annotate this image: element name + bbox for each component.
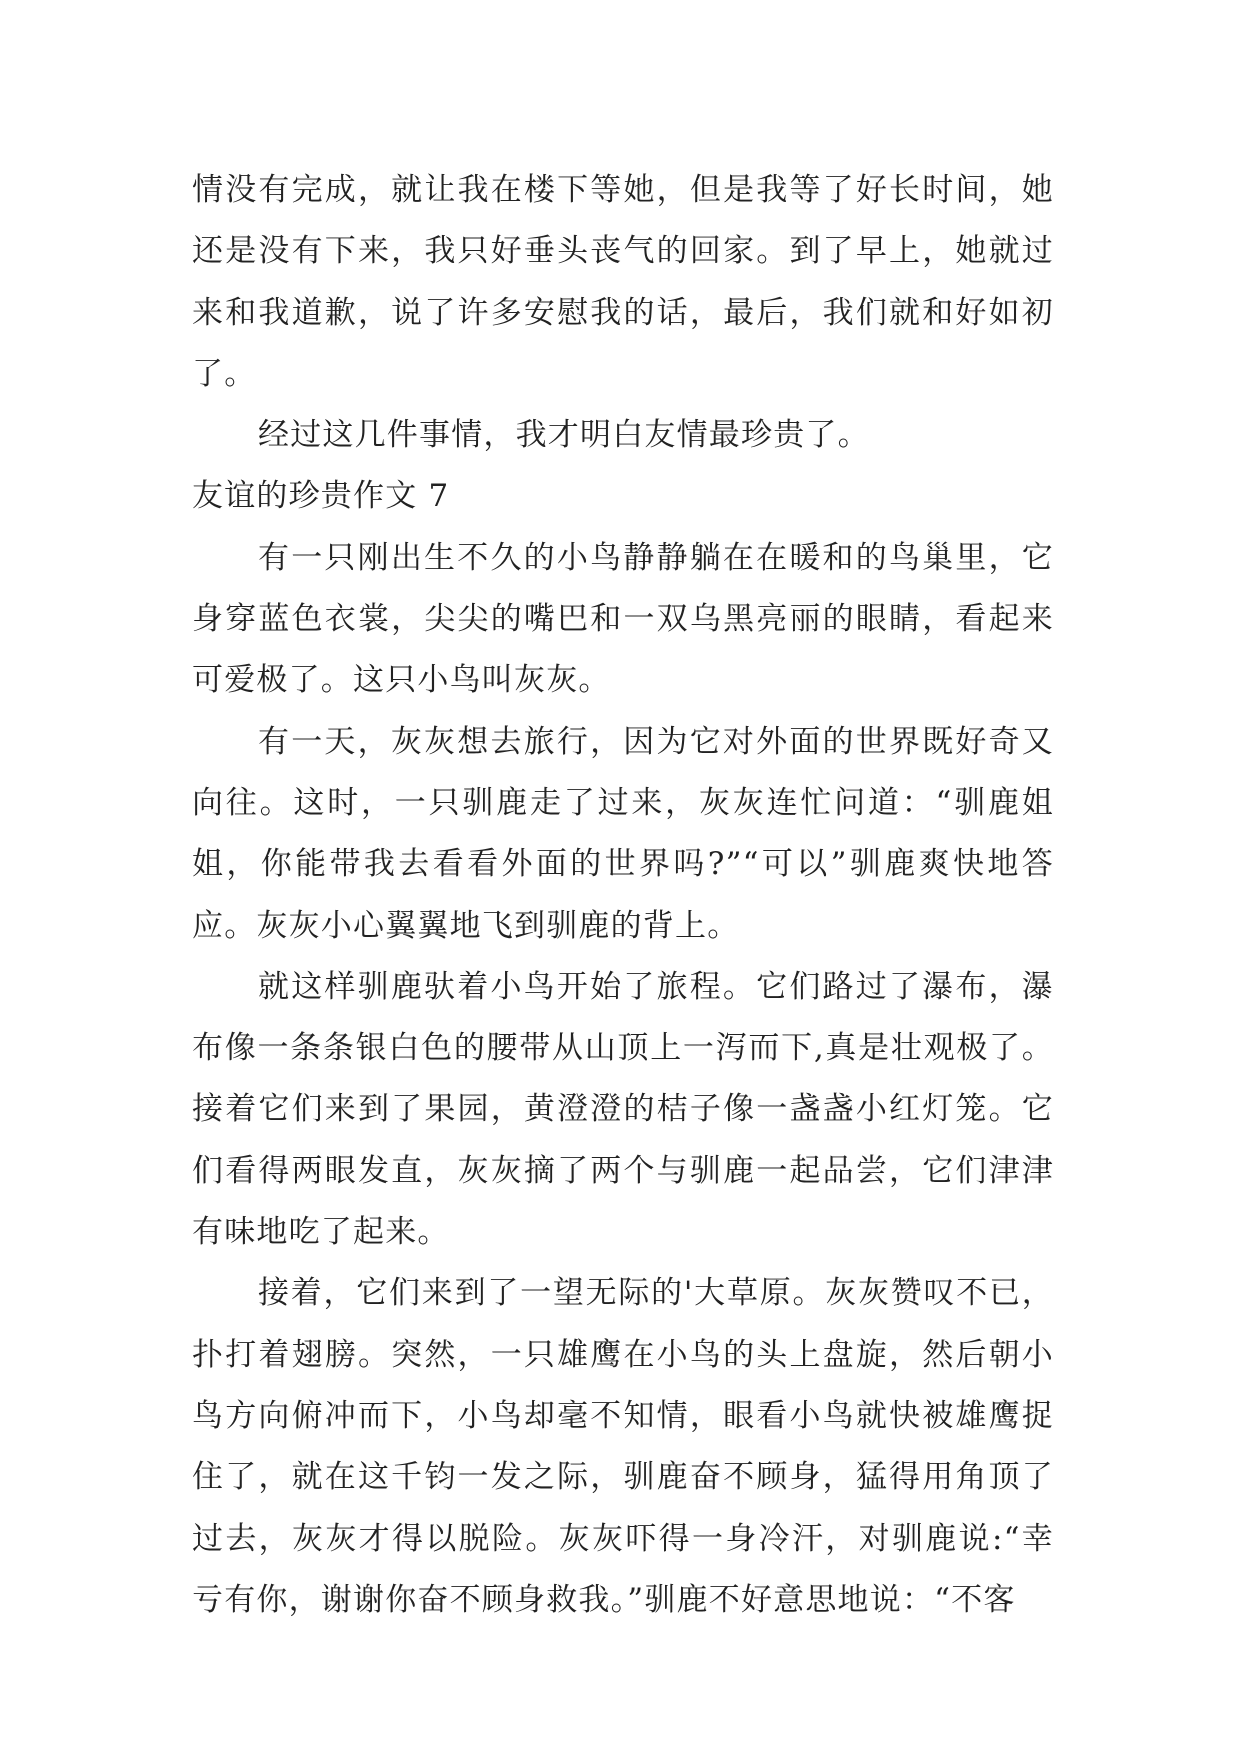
essay-title: 友谊的珍贵作文 7 xyxy=(192,478,450,515)
paragraph-grassland-rescue: 接着，它们来到了一望无际的'大草原。灰灰赞叹不已，扑打着翅膀。突然，一只雄鹰在小鸟的头上盘旋，然后朝小鸟方向俯冲而下，小鸟却毫不知情，眼看小鸟就快被雄鹰捉住了，就在这千钧一发之际，驯鹿奋不顾身，猛得用角顶了过去，灰灰才得以脱险。灰灰吓得一身冷汗，对驯鹿说:“幸亏有你，谢谢你奋不顾身救我。”驯鹿不好意思地说：“不客 xyxy=(192,1275,1054,1618)
paragraph-continuation: 情没有完成，就让我在楼下等她，但是我等了好长时间，她还是没有下来，我只好垂头丧气的回家。到了早上，她就过来和我道歉，说了许多安慰我的话，最后，我们就和好如初了。 xyxy=(192,172,1054,392)
paragraph-waterfall-orchard: 就这样驯鹿驮着小鸟开始了旅程。它们路过了瀑布，瀑布像一条条银白色的腰带从山顶上一泻而下,真是壮观极了。接着它们来到了果园，黄澄澄的桔子像一盏盏小红灯笼。它们看得两眼发直，灰灰摘了两个与驯鹿一起品尝，它们津津有味地吃了起来。 xyxy=(192,968,1054,1251)
paragraph-journey-start: 有一天，灰灰想去旅行，因为它对外面的世界既好奇又向往。这时，一只驯鹿走了过来，灰灰连忙问道：“驯鹿姐姐，你能带我去看看外面的世界吗?”“可以”驯鹿爽快地答应。灰灰小心翼翼地飞到驯鹿的背上。 xyxy=(192,723,1054,944)
paragraph-bird-intro: 有一只刚出生不久的小鸟静静躺在在暖和的鸟巢里，它身穿蓝色衣裳，尖尖的嘴巴和一双乌黑亮丽的眼睛，看起来可爱极了。这只小鸟叫灰灰。 xyxy=(192,539,1054,699)
document-body xyxy=(192,160,1054,1631)
paragraph-conclusion: 经过这几件事情，我才明白友情最珍贵了。 xyxy=(258,417,870,454)
